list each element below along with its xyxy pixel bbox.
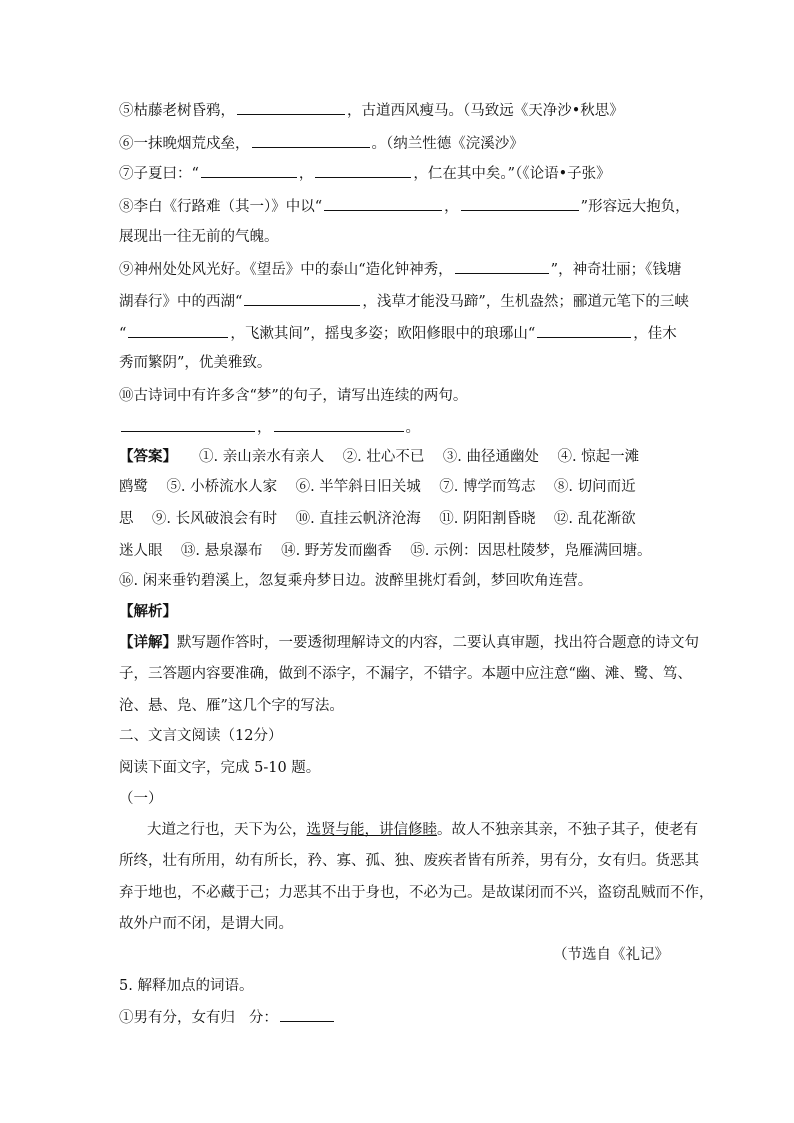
question-9-line3	[119, 323, 677, 344]
answer-blank[interactable]	[128, 323, 228, 338]
q6-suffix: 。（纳兰性德《浣溪沙》	[371, 136, 524, 152]
q9-text: ⑨神州处处风光好。《望岳》中的泰山“造化钟神秀，	[119, 262, 453, 278]
question-5	[119, 100, 624, 121]
answer-blank[interactable]	[274, 417, 404, 432]
question-9-line4: 秀而繁阴”，优美雅致。	[119, 355, 272, 371]
answer-line2: 鸥鹭 ⑤. 小桥流水人家 ⑥. 半竿斜日旧关城 ⑦. 博学而笃志 ⑧. 切问而近	[119, 479, 636, 495]
passage-underlined: 选贤与能，讲信修睦	[306, 822, 437, 838]
passage-line4: 故外户而不闭，是谓大同。	[119, 916, 293, 932]
answer-text: ①. 亲山亲水有亲人 ②. 壮心不已 ③. 曲径通幽处 ④. 惊起一滩	[199, 449, 640, 465]
answer-blank[interactable]	[537, 323, 631, 338]
answer-line3: 思 ⑨. 长风破浪会有时 ⑩. 直挂云帆济沧海 ⑪. 阴阳割昏晓 ⑫. 乱花渐欲	[119, 511, 636, 527]
passage-text: 大道之行也，天下为公，	[147, 822, 307, 838]
q9-text: ，佳木	[633, 326, 677, 342]
analysis-line2: 子，三答题内容要准确，做到不添字，不漏字，不错字。本题中应注意“幽、滩、鹭、笃、	[119, 666, 692, 682]
answer-blank[interactable]	[237, 100, 345, 115]
question-8	[119, 196, 690, 217]
answer-label: 【答案】	[119, 448, 177, 465]
question-5-item1	[119, 1007, 336, 1028]
question-7	[119, 163, 611, 184]
question-9-line2	[119, 291, 689, 312]
answer-blank[interactable]	[324, 196, 442, 211]
q7-sep: ，	[298, 166, 314, 182]
q-explain-item: ①男有分，女有归 分：	[119, 1010, 278, 1026]
answer-line1	[119, 447, 639, 467]
q8-prefix: ⑧李白《行路难（其一）》中以“	[119, 199, 323, 215]
question-9-line1	[119, 259, 681, 280]
q5-suffix: ，古道西风瘦马。（马致远《天净沙•秋思》	[347, 103, 624, 119]
q9-text: “	[119, 326, 127, 342]
analysis-text: 默写题作答时，一要透彻理解诗文的内容，二要认真审题，找出符合题意的诗文句	[177, 635, 699, 651]
answer-blank[interactable]	[315, 163, 411, 178]
analysis-line1	[119, 633, 699, 653]
answer-line5: ⑯. 闲来垂钓碧溪上，忽复乘舟梦日边。波醉里挑灯看剑，梦回吹角连营。	[119, 573, 593, 589]
q9-text: ，浅草才能没马蹄”，生机盎然；郦道元笔下的三峡	[362, 294, 689, 310]
answer-blank[interactable]	[455, 259, 549, 274]
q9-text: 湖春行》中的西湖“	[119, 294, 243, 310]
passage-line1	[147, 820, 698, 840]
passage-text: 。故人不独亲其亲，不独子其子，使老有	[437, 822, 698, 838]
question-10: ⑩古诗词中有许多含“梦”的句子，请写出连续的两句。	[119, 388, 468, 404]
q6-prefix: ⑥一抹晚烟荒戍垒，	[119, 136, 250, 152]
section-instruction: 阅读下面文字，完成 5-10 题。	[119, 760, 321, 776]
section-title: 二、文言文阅读（12分）	[119, 728, 283, 744]
q8-suffix: ”形容远大抱负，	[580, 199, 690, 215]
analysis-label: 【解析】	[119, 603, 177, 620]
q7-suffix: ，仁在其中矣。”（《论语•子张》	[413, 166, 611, 182]
q7-prefix: ⑦子夏曰：“	[119, 166, 199, 182]
answer-blank[interactable]	[461, 196, 579, 211]
q9-text: ”，神奇壮丽；《钱塘	[550, 262, 682, 278]
q9-text: ，飞漱其间”，摇曳多姿；欧阳修眼中的琅琊山“	[230, 326, 536, 342]
answer-line4: 迷人眼 ⑬. 悬泉瀑布 ⑭. 野芳发而幽香 ⑮. 示例：因思杜陵梦，凫雁满回塘。	[119, 543, 652, 559]
question-10-answer-line	[119, 417, 420, 438]
passage-line2: 所终，壮有所用，幼有所长，矜、寡、孤、独、废疾者皆有所养，男有分，女有归。货恶其	[119, 853, 699, 869]
answer-blank[interactable]	[121, 417, 255, 432]
q10-end: 。	[405, 420, 420, 436]
detail-label: 【详解】	[119, 634, 177, 651]
answer-blank[interactable]	[201, 163, 297, 178]
question-5-title: 5. 解释加点的词语。	[119, 978, 254, 994]
q5-prefix: ⑤枯藤老树昏鸦，	[119, 103, 235, 119]
answer-blank[interactable]	[280, 1007, 334, 1022]
passage-line3: 弃于地也，不必藏于己；力恶其不出于身也，不必为己。是故谋闭而不兴，盗窃乱贼而不作，	[119, 885, 714, 901]
passage-source: （节选自《礼记》	[553, 947, 669, 963]
q8-sep: ，	[444, 199, 459, 215]
q10-sep: ，	[257, 420, 272, 436]
passage-part-label: （一）	[119, 791, 163, 807]
question-8-line2: 展现出一往无前的气魄。	[119, 229, 279, 245]
analysis-line3: 沧、悬、凫、雁”这几个字的写法。	[119, 698, 344, 714]
question-6	[119, 133, 524, 154]
answer-blank[interactable]	[244, 291, 360, 306]
answer-blank[interactable]	[252, 133, 370, 148]
